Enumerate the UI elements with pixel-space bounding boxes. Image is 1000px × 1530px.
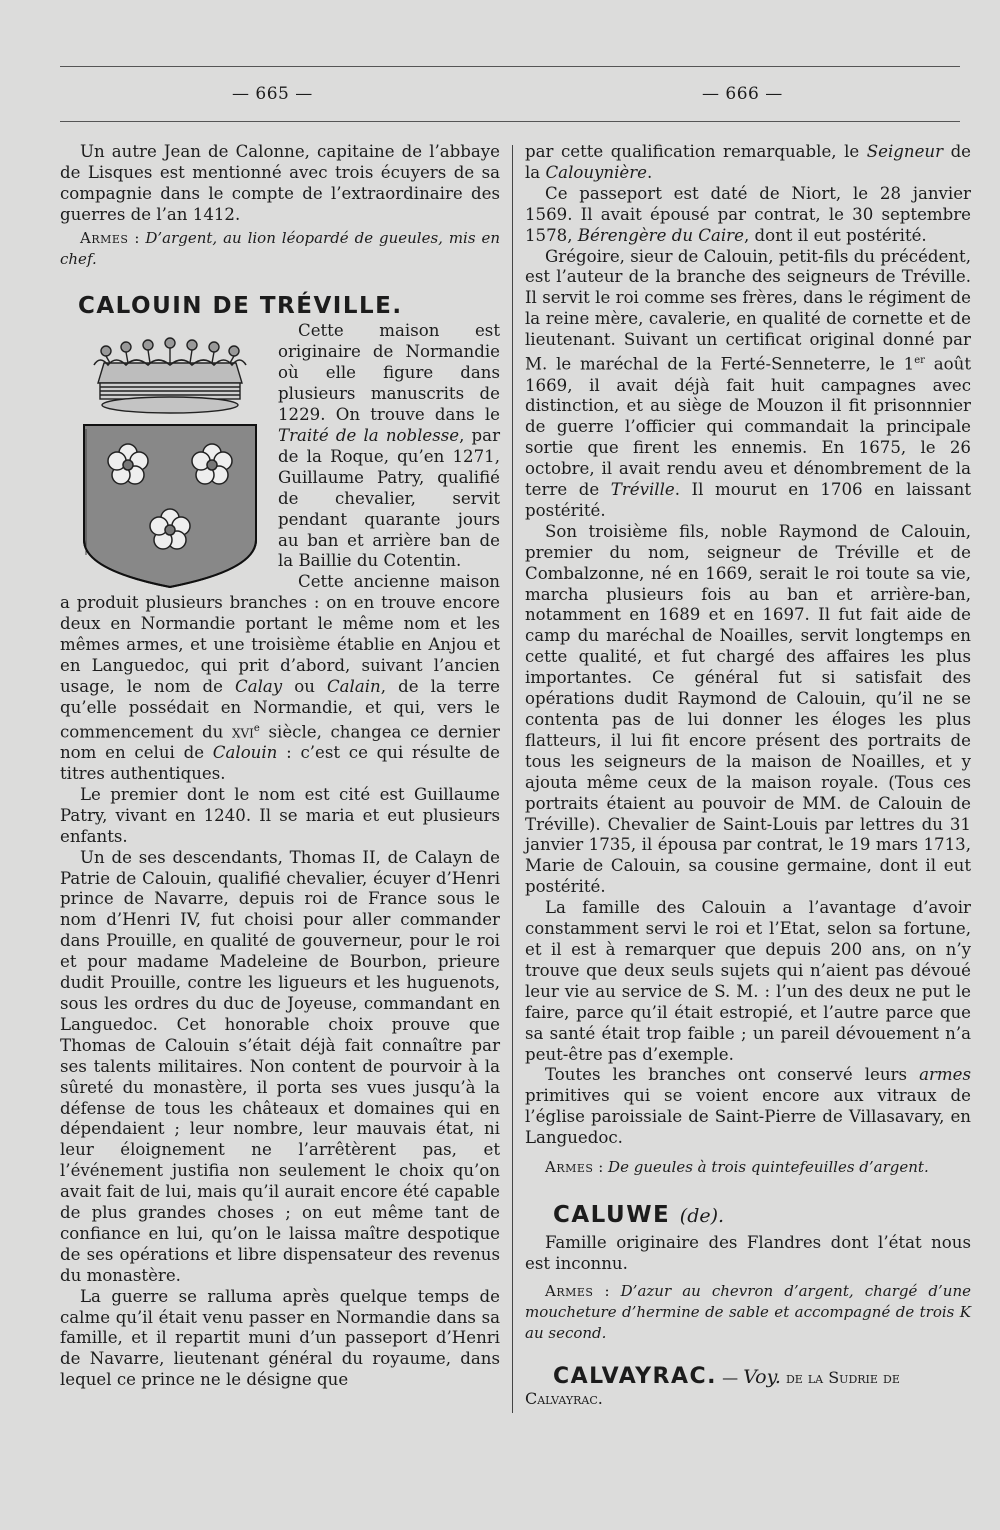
paragraph-passeport: [525, 184, 971, 247]
italic-name: Bérengère du Caire: [577, 225, 744, 245]
superscript: er: [914, 355, 925, 367]
voy-reference: Voy.: [743, 1366, 781, 1389]
top-rule: [60, 66, 960, 67]
text-span: Cette ancienne maison a produit plusieurs branches : on en trouve encore deux en Normandie portant le même nom et les mêmes armes, et une troisième établie en Anjou et en Languedoc, qui prit d’abord, suivant l’ancien usage, le nom de: [60, 572, 500, 696]
heading-particle: (de).: [679, 1204, 725, 1227]
right-column: [525, 142, 971, 1410]
italic-name: Calain: [326, 676, 381, 696]
text-span: siècle, changea ce dernier nom en celui de: [60, 722, 500, 763]
text-span: , de la terre qu’elle possédait en Normandie, et qui, vers le commencement du: [60, 676, 500, 742]
paragraph-caluwe: Famille originaire des Flandres dont l’état nous est inconnu.: [525, 1232, 971, 1273]
armes-calonne: [60, 228, 500, 270]
text-span: ou: [282, 676, 327, 696]
header-rule: [60, 121, 960, 122]
paragraph-famille: La famille des Calouin a l’avantage d’avoir constamment servi le roi et l’Etat, selon sa fortune, et il est à remarquer que depuis 200 ans, on n’y trouve que deux seuls sujets qui n’aient pas dévoué leur vie au service de S. M. : l’un des deux ne put le faire, parce qu’il était estropié, et l’autre parce que sa santé était trop faible ; un pareil dévouement n’a peut-être pas d’exemple.: [525, 898, 971, 1064]
italic-title: Traité de la noblesse: [278, 425, 460, 445]
armes-separator: :: [593, 1281, 621, 1300]
text-span: Grégoire, sieur de Calouin, petit-fils du précédent, est l’auteur de la branche des seigneurs de Tréville. Il servit le roi comme ses frères, dans le régiment de la reine mère, cavalerie, en qualité de cornette et de lieutenant. Suivant un certificat original donné par M. le maréchal de la Ferté-Senneterre, le 1: [525, 246, 971, 374]
text-span: , dont il eut postérité.: [743, 225, 927, 245]
paragraph-thomas-ii: Un de ses descendants, Thomas II, de Calayn de Patrie de Calouin, qualifié chevalier, écuyer d’Henri prince de Navarre, depuis roi de France sous le nom d’Henri IV, fut choisi pour aller commander dans Prouille, en qualité de gouverneur, pour le roi et pour madame Madeleine de Bourbon, prieure dudit Prouille, contre les ligueurs et les huguenots, sous les ordres du duc de Joyeuse, commandant en Languedoc. Cet honorable choix prouve que Thomas de Calouin s’était déjà fait connaître par ses talents militaires. Non content de pourvoir à la sûreté du monastère, il porta ses vues jusqu’à la défense de tous les châteaux et domaines qui en dépendaient ; leur nombre, leur mauvais état, ni leur éloignement ne l’arrêtèrent pas, et l’événement justifia non seulement le choix qu’on avait fait de lui, mais qu’il aurait encore été capable de plus grandes choses ; on eut même tant de confiance en lui, qu’on le laissa maître despotique de ses opérations et libre dispensateur des revenus du monastère.: [60, 847, 500, 1285]
armes-calouin: [525, 1157, 971, 1178]
text-span: : c’est ce qui résulte de titres authentiques.: [60, 743, 500, 783]
armes-text: D’argent, au lion léopardé de gueules, mis en chef.: [60, 228, 500, 268]
text-span: Toutes les branches ont conservé leurs: [545, 1065, 920, 1085]
coat-of-arms-icon: [70, 325, 270, 590]
paragraph-branches-armes: [525, 1065, 971, 1149]
text-span: Cette maison est originaire de Normandie où elle figure dans plusieurs manuscrits de 1229. On trouve dans le: [278, 321, 500, 425]
text-span: . Il mourut en 1706 en laissant postérité.: [525, 480, 971, 520]
paragraph-qualification: [525, 142, 971, 184]
left-page-number: — 665 —: [232, 84, 313, 104]
italic-name: Calouin: [212, 743, 278, 763]
text-span: primitives qui se voient encore aux vitraux de l’église paroissiale de Saint-Pierre de Villasavary, en Languedoc.: [525, 1086, 971, 1148]
paragraph-branches: [60, 572, 500, 785]
italic-name: Calay: [235, 676, 283, 696]
heading-calvayrac: CALVAYRAC.: [553, 1364, 718, 1390]
armes-label: Armes: [80, 228, 129, 247]
italic-word: armes: [919, 1065, 971, 1085]
armes-label: Armes: [545, 1158, 594, 1177]
right-page-number: — 666 —: [702, 84, 783, 104]
text-span: de la: [525, 142, 972, 182]
armes-label: Armes: [545, 1281, 594, 1300]
cross-reference: de la Sudrie de Calvayrac.: [525, 1368, 900, 1409]
italic-word: Calouynière: [545, 162, 647, 182]
dash: —: [717, 1368, 744, 1388]
armes-text: De gueules à trois quintefeuilles d’argent.: [608, 1158, 929, 1177]
paragraph-guillaume-patry: Le premier dont le nom est cité est Guillaume Patry, vivant en 1240. Il se maria et eut plusieurs enfants.: [60, 784, 500, 846]
century-numeral: xvi: [231, 722, 254, 742]
armes-separator: :: [593, 1158, 609, 1177]
text-span: août 1669, il avait déjà fait huit campagnes avec distinction, et au siège de Mouzon il fit prisonnnier de guerre l’officier qui commandait la principale sortie que firent les ennemis. En 1675, le 26 octobre, il avait rendu aveu et dénombrement de la terre de: [525, 354, 971, 500]
paragraph-gregoire: [525, 247, 971, 522]
heading-calouin-de-treville: CALOUIN DE TRÉVILLE.: [78, 293, 403, 320]
text-span: Ce passeport est daté de Niort, le 28 janvier 1569. Il avait épousé par contrat, le 30 septembre 1578,: [525, 183, 971, 245]
armes-text: D’azur au chevron d’argent, chargé d’une moucheture d’hermine de sable et accompagné de trois K au second.: [525, 1281, 971, 1342]
paragraph-jean-de-calonne: Un autre Jean de Calonne, capitaine de l’abbaye de Lisques est mentionné avec trois écuyers de sa compagnie dans le compte de l’extraordinaire des guerres de l’an 1412.: [60, 142, 500, 224]
text-span: .: [647, 162, 653, 182]
heading-caluwe: [553, 1200, 971, 1231]
heading-text: CALUWE: [553, 1201, 671, 1228]
paragraph-guerre: La guerre se ralluma après quelque temps de calme qu’il était venu passer en Normandie dans sa famille, et il repartit muni d’un passeport d’Henri de Navarre, lieutenant général du royaume, dans lequel ce prince ne le désigne que: [60, 1286, 500, 1390]
coat-of-arms: [70, 325, 270, 590]
italic-name: Tréville: [610, 480, 675, 500]
text-span: par cette qualification remarquable, le: [525, 142, 867, 161]
armes-separator: :: [128, 228, 146, 247]
italic-word: Seigneur: [866, 142, 944, 161]
paragraph-raymond: Son troisième fils, noble Raymond de Calouin, premier du nom, seigneur de Tréville et de Combalzonne, né en 1669, serait le roi toute sa vie, marcha plusieurs fois au ban et arrière-ban, notamment en 1689 et en 1697. Il fut fait aide de camp du maréchal de Noailles, servit longtemps en cette qualité, et fut chargé des affaires les plus importantes. Ce général fut si satisfait des opérations dudit Raymond de Calouin, qu’il ne se contenta pas de lui donner les éloges les plus flatteurs, il lui fit encore présent des portraits de tous les seigneurs de la maison de Noailles, et y ajouta même ceux de la maison royale. (Tous ces portraits étaient au pouvoir de MM. de Calouin de Tréville). Chevalier de Saint-Louis par lettres du 31 janvier 1735, il épousa par contrat, le 19 mars 1713, Marie de Calouin, sa cousine germaine, dont il eut postérité.: [525, 521, 971, 897]
left-column: [60, 142, 500, 1391]
text-span: , par de la Roque, qu’en 1271, Guillaume Patry, qualifié de chevalier, servit pendant quarante jours au ban et arrière ban de la Baillie du Cotentin.: [278, 425, 500, 571]
superscript: e: [253, 722, 260, 734]
column-divider: [512, 145, 513, 1413]
armes-caluwe: [525, 1281, 971, 1344]
entry-calvayrac: [525, 1364, 971, 1410]
